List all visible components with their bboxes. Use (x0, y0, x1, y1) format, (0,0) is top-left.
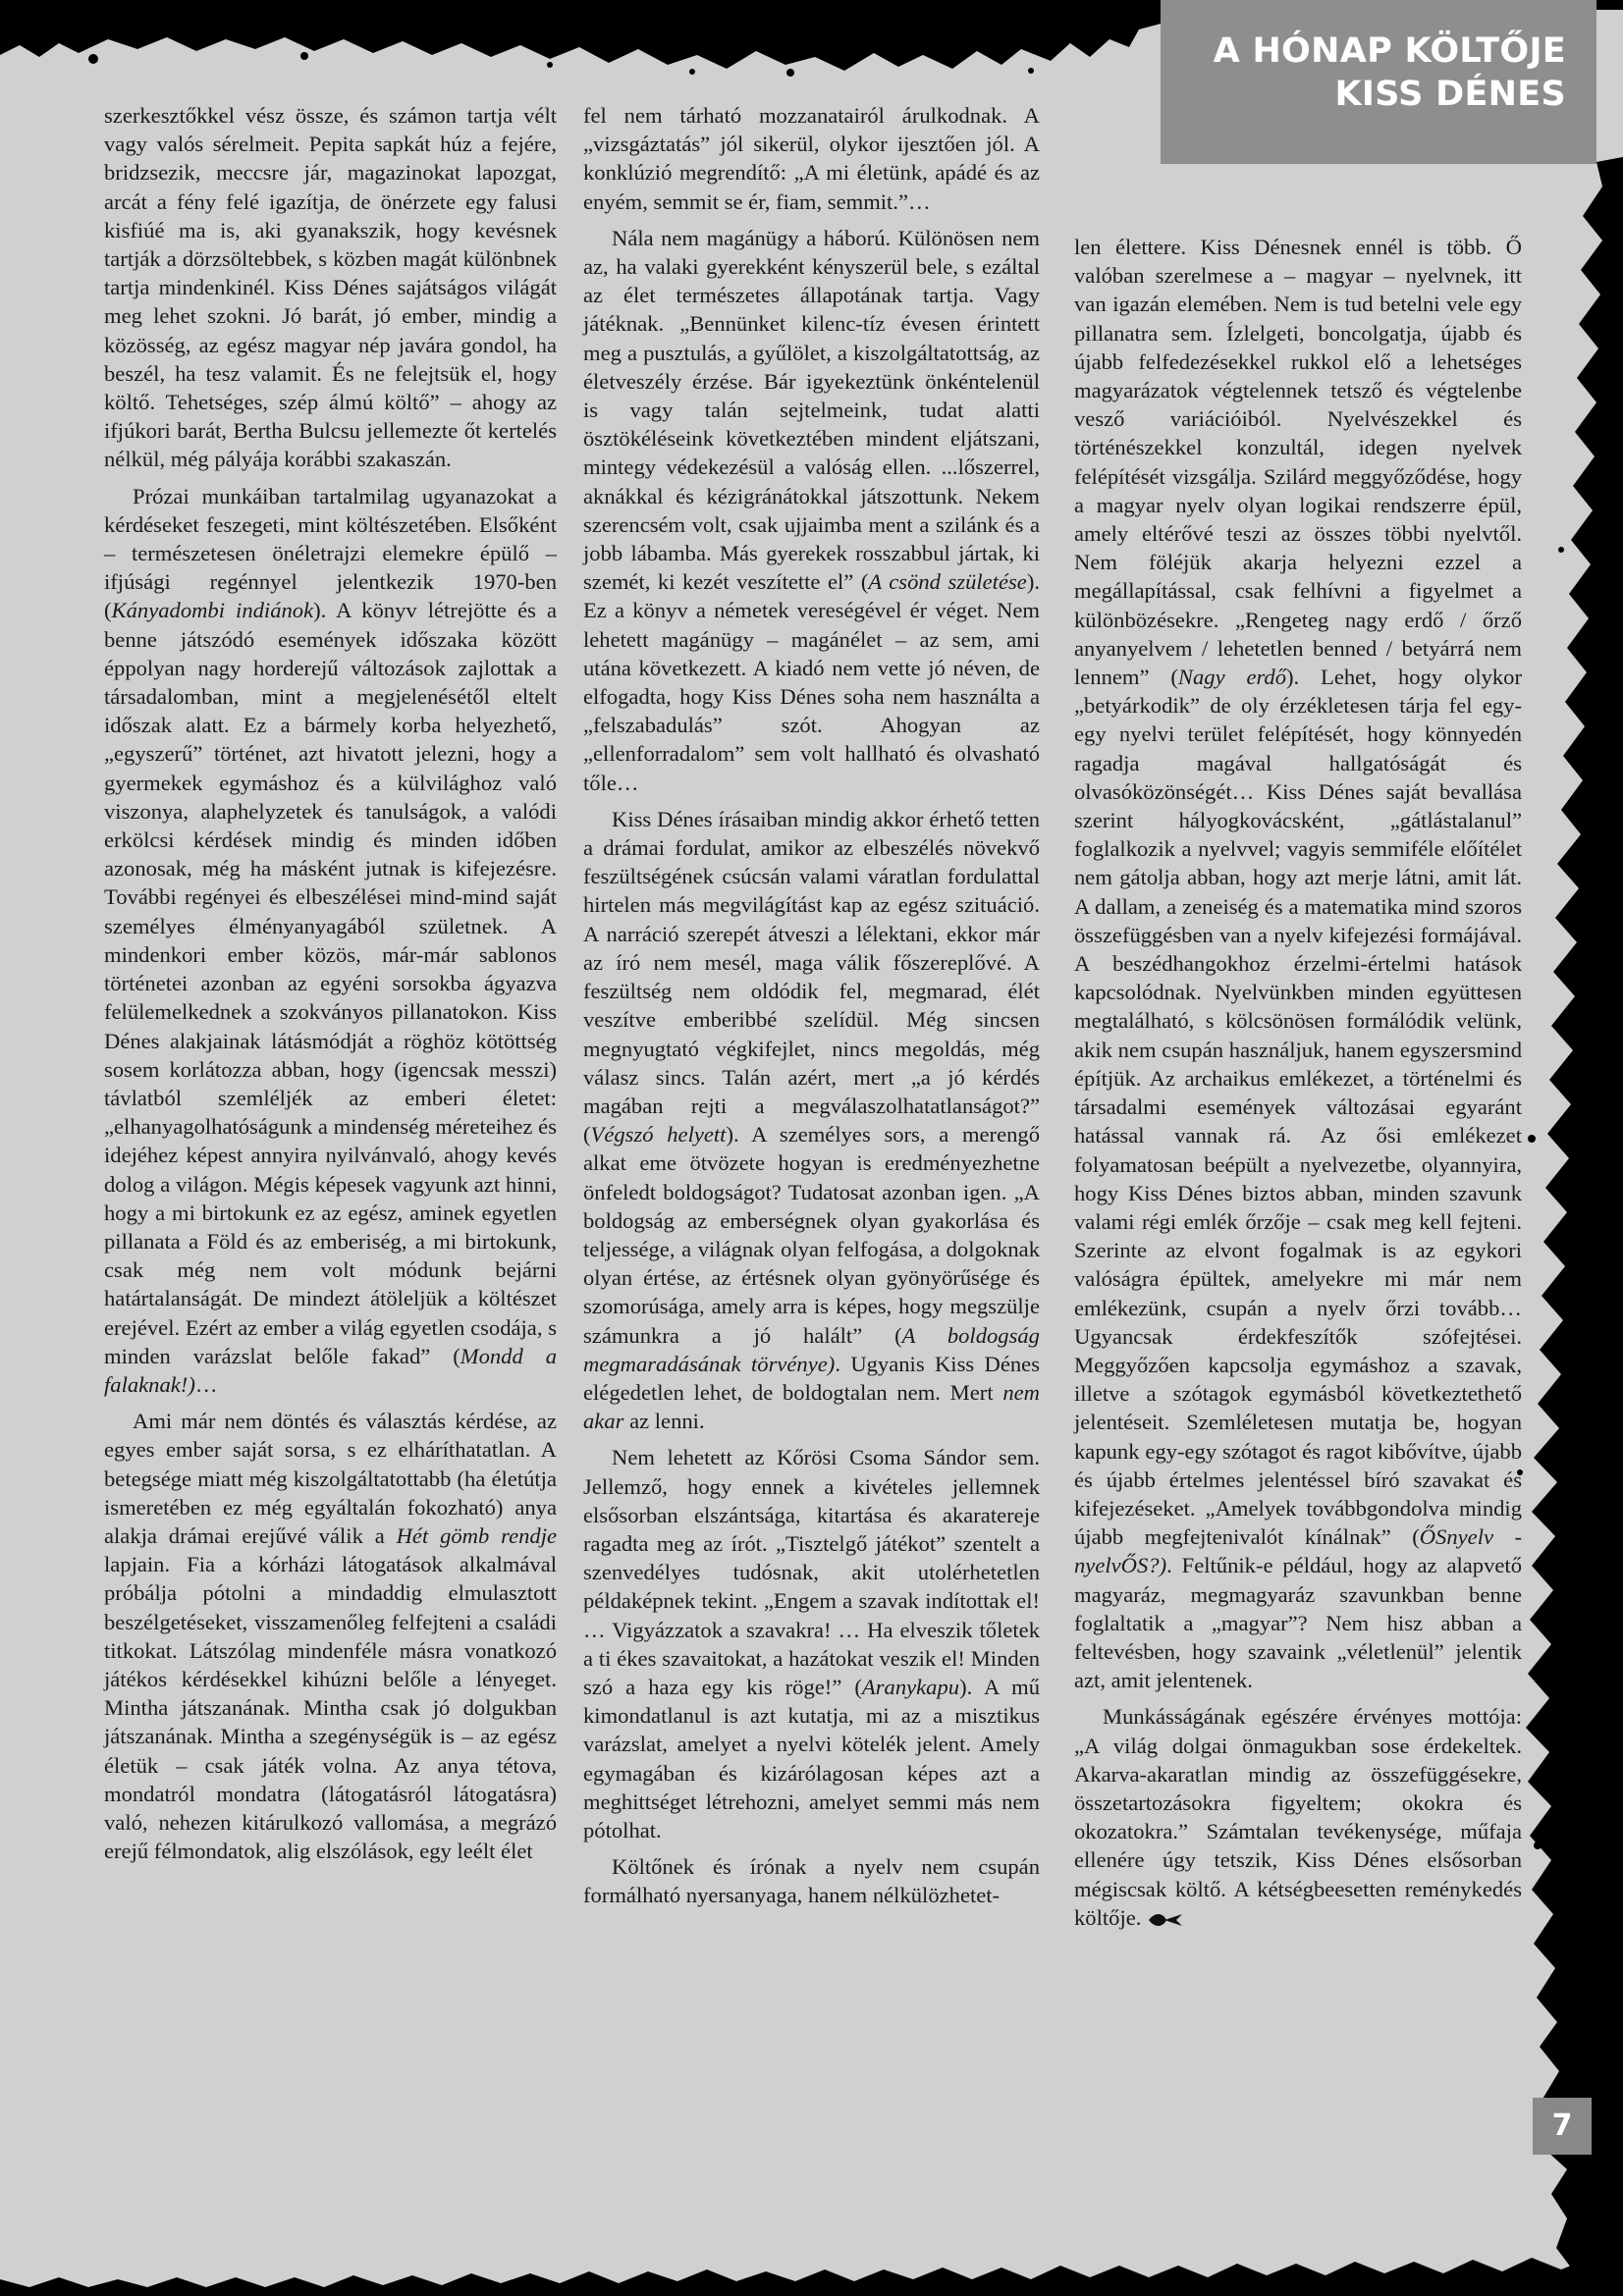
book-title: Kányadombi indiánok (111, 598, 314, 623)
text-column-1 (104, 101, 557, 1865)
book-title: Nagy erdő (1177, 665, 1287, 690)
page-number: 7 (1533, 2098, 1592, 2155)
section-title: A HÓNAP KÖLTŐJE (1213, 31, 1566, 71)
book-title: A csönd születése (868, 569, 1027, 595)
paragraph: Ami már nem döntés és választás kérdése, az egyes ember saját sorsa, s ez elháríthatatlan. A betegsége miatt még kiszolgáltatottabb (ha életútja ismeretében ez még egyáltalán fokozható) anya alakja drámai erejűvé válik a Hét gömb rendje lapjain. Fia a kórházi látogatások alkalmával próbálja pótolni a mindaddig elmulasztott beszélgetéseket, visszamenőleg felfejteni a családi titkokat. Látszólag mindenféle másra vonatkozó játékos kérdésekkel kihúzni belőle a lényeget. Mintha játszanának. Mintha csak jó dolgukban játszanának. Mintha a szegénységük is – az egész életük – csak játék volna. Az anya tétova, mondatról mondatra (látogatásról látogatásra) való, nehezen kitárulkozó vallomása, a megrázó erejű félmondatok, alig elszólások, egy leélt élet (104, 1409, 557, 1864)
book-title: Mondd a falaknak!) (104, 1343, 557, 1397)
book-title: Végszó helyett (590, 1122, 727, 1148)
paragraph: Nála nem magánügy a háború. Különösen nem az, ha valaki gyerekként kényszerül bele, s ezáltal az élet természetes állapotának tartja. Vagy játéknak. „Bennünket kilenc-tíz évesen érintett meg a pusztulás, a gyűlölet, a kiszolgáltatottság, az életveszély érzése. Bár igyekeztünk önkéntelenül is vagy talán sejtelmeink, tudat alatti ösztökéléseink következtében mindent eljátszani, mintegy védekezésül a valóság ellen. ...lőszerrel, aknákkal és kézigránátokkal játszottunk. Nekem szerencsém volt, csak ujjaimba ment a szilánk és a jobb lábamba. Más gyerekek rosszabbul jártak, ki szemét, ki kezét veszítette el” (A csönd születése). Ez a könyv a németek vereségével ér véget. Nem lehetett magánügy – magánélet – az sem, ami utána következett. A kiadó nem vette jó néven, de elfogadta, hogy Kiss Dénes soha nem használta a „felszabadulás” szót. Ahogyan az „ellenforradalom” sem volt hallható és olvasható tőle… (583, 225, 1040, 795)
paragraph: Nem lehetett az Kőrösi Csoma Sándor sem. Jellemző, hogy ennek a kivételes jellemnek elsősorban elszántsága, kitartása és akaratereje ragadta meg az írót. „Tisztelgő játékot” szentelt a szenvedélyes tudósnak, akit utolérhetetlen példaképnek tekint. „Engem a szavak indítottak el! … Vigyázzatok a szavakra! … Ha elveszik tőletek a ti ékes szavaitokat, a hazátokat veszik el! Minden szó a haza egy kis röge!” (Aranykapu). A mű kimondatlanul is azt kutatja, mi az a misztikus varázslat, amelyet a nyelvi kötelék jelent. Amely egymagában és kizárólagosan képes azt a meghittséget létrehozni, amelyet semmi más nem pótolhat. (583, 1445, 1040, 1842)
book-title: ŐSnyelv - nyelvŐS?) (1074, 1524, 1522, 1578)
poet-name: KISS DÉNES (1334, 75, 1566, 114)
book-title: A boldogság megmaradásának törvénye) (583, 1322, 1040, 1376)
text-column-3 (1074, 233, 1522, 1932)
paragraph: Munkásságának egészére érvényes mottója: „A világ dolgai önmagukban sose érdekeltek. Akarva-akaratlan mindig az összefüggésekre, összetartozásokra figyeltem; okokra és okozatokra.” Számtalan tevékenysége, műfaja ellenére úgy tetszik, Kiss Dénes elsősorban mégiscsak költő. A kétségbeesetten reménykedés költője. (1074, 1704, 1522, 1930)
paragraph: fel nem tárható mozzanatairól árulkodnak. A „vizsgáztatás” jól sikerül, olykor ijesztően jól. A konklúzió megrendítő: „A mi életünk, apádé és az enyém, semmit se ér, fiam, semmit.”… (583, 103, 1040, 214)
emphasis: nem akar (583, 1379, 1040, 1434)
paragraph: szerkesztőkkel vész össze, és számon tartja vélt vagy valós sérelmeit. Pepita sapkát húz a fejére, bridzsezik, meccsre jár, magazinokat lapozgat, arcát a fény felé igazítja, de önérzete egy falusi kisfiúé ma is, aki gyanakszik, hogy kevésnek tartják a dörzsöltebbek, s közben magát különbnek tartja mindenkinél. Kiss Dénes sajátságos világát meg lehet szokni. Jó barát, jó ember, mindig a közösség, az egész magyar nép javára gondol, ha beszél, ha tesz valamit. És ne felejtsük el, hogy költő. Tehetséges, szép álmú költő” – ahogy az ifjúkori barát, Bertha Bulcsu jellemezte őt kertelés nélkül, még pályája korábbi szakaszán. (104, 103, 557, 472)
end-of-article-mark-icon (1147, 1910, 1184, 1930)
text-column-2 (583, 101, 1040, 1910)
paragraph: Prózai munkáiban tartalmilag ugyanazokat a kérdéseket feszegeti, mint költészetében. Elsőként – természetesen önéletrajzi elemekre épülő – ifjúsági regénnyel jelentkezik 1970-ben (Kányadombi indiánok). A könyv létrejötte és a benne játszódó események időszaka között éppolyan nagy horderejű változások zajlottak a társadalomban, mint a megjelenésétől eltelt időszak alatt. Ez a bármely korba helyezhető, „egyszerű” történet, azt hivatott jelezni, hogy a gyermekek egymáshoz és a külvilághoz való viszonya, alaphelyzetek és tanulságok, a valódi erkölcsi kérdések mindig és minden időben azonosak, még ha másként jutnak is kifejezésre. További regényei és elbeszélései mind-mind saját személyes élményanyagából születnek. A mindenkori ember közös, már-már sablonos történetei azonban az egyéni sorsokba ágyazva felülemelkednek a szokványos pillanatokon. Kiss Dénes alakjainak látásmódját a röghöz kötöttség sosem korlátozza abban, hogy (igencsak messzi) távlatból szemléljék az emberi életet: „elhanyagolhatóságunk a mindenség méreteihez és idejéhez képest annyira nyilvánvaló, ahogy kevés dolog a világon. Mégis képesek vagyunk azt hinni, hogy a mi birtokunk ez az egész, aminek egyetlen pillanata a Föld és az emberiség, a mi birtokunk, csak még nem volt módunk bejárni határtalanságát. De mindezt átöleljük a költészet erejével. Ezért az ember a világ egyetlen csodája, s minden varázslat belőle fakad” (Mondd a falaknak!)… (104, 483, 557, 1397)
book-title: Hét gömb rendje (396, 1522, 557, 1548)
paragraph: Költőnek és írónak a nyelv nem csupán formálható nyersanyaga, hanem nélkülözhetet- (583, 1854, 1040, 1908)
paragraph: len élettere. Kiss Dénesnek ennél is több. Ő valóban szerelmese a – magyar – nyelvnek, itt van igazán elemében. Nem is tud betelni vele egy pillanatra sem. Ízlelgeti, boncolgatja, újabb és újabb felfedezésekkel rukkol elő a lehetséges magyarázatok végtelennek tetsző és végtelenbe vesző variációiból. Nyelvészekkel és történészekkel konzultál, idegen nyelvek felépítését vizsgálja. Szilárd meggyőződése, hogy a magyar nyelv olyan logikai rendszerre épül, amely eltérővé teszi az összes többi nyelvtől. Nem föléjük akarja helyezni ezzel a megállapítással, csak felhívni a figyelmet a különbözésekre. „Rengeteg nagy erdő / őrző anyanyelvem / lehetetlen benned / betyárrá nem lennem” (Nagy erdő). Lehet, hogy olykor „betyárkodik” de oly érzékletesen tárja fel egy-egy nyelvi terület felépítését, hogy könnyedén ragadja magával hallgatóságát és olvasóközönségét… Kiss Dénes saját bevallása szerint hályogkovácsként, „gátlástalanul” foglalkozik a nyelvvel; vagyis semmiféle előítélet nem gátolja abban, hogy azt merje látni, amit lát. A dallam, a zeneiség és a matematika mind szoros összefüggésben van a nyelv kifejezési formájával. A beszédhangokhoz érzelmi-értelmi hatások kapcsolódnak. Nyelvünkben minden együttesen megtalálható, s kölcsönösen formálódik velünk, akik nem csupán használjuk, hanem egyszersmind építjük. Az archaikus emlékezet, a történelmi és társadalmi események változásai egyaránt hatással vannak rá. Az ősi emlékezet folyamatosan beépült a nyelvezetbe, olyannyira, hogy Kiss Dénes biztos abban, minden szavunk valami régi emlék őrzője – csak meg kell fejteni. Szerinte az elvont fogalmak is az egykori valóságra épültek, amelyekre mi már nem emlékezünk, csupán a nyelv őrzi tovább… Ugyancsak érdekfeszítők szófejtései. Meggyőzően kapcsolja egymáshoz a szavak, illetve a szótagok egymásból következtethető jelentéseit. Szemléletesen mutatja be, hogyan kapunk egy-egy szótagot és ragot kibővítve, újabb és újabb értelmes jelentéssel bíró szavakat és kifejezéseket. „Amelyek továbbgondolva mindig újabb megfejtenivalót kínálnak” (ŐSnyelv - nyelvŐS?). Feltűnik-e például, hogy az alapvető magyaráz, megmagyaráz szavunkban benne foglaltatik a „magyar”? Nem hisz abban a feltevésben, hogy szavaink „véletlenül” jelentik azt, amit jelentenek. (1074, 235, 1523, 1693)
paragraph: Kiss Dénes írásaiban mindig akkor érhető tetten a drámai fordulat, amikor az elbeszélés növekvő feszültségének csúcsán valami váratlan fordulattal hirtelen más megvilágítást kap az egész szituáció. A narráció szerepét átveszi a lélektani, ekkor már az író nem mesél, maga válik főszereplővé. A feszültség nem oldódik fel, megmarad, élét veszítve emberibbé szelídül. Még sincsen megnyugtató végkifejlet, nincs megoldás, még válasz sincs. Talán azért, mert „a jó kérdés magában rejti a megválaszolhatatlanságot?” (Végszó helyett). A személyes sors, a merengő alkat eme ötvözete hogyan is eredményezhetne önfeledt boldogságot? Tudatosat azonban igen. „A boldogság az emberségnek olyan gyakorlása és teljessége, a világnak olyan felfogása, a dolgoknak olyan értése, az értésnek olyan gyönyörűsége és szomorúsága, amely arra is képes, hogy megszülje számunkra a jó halált” (A boldogság megmaradásának törvénye). Ugyanis Kiss Dénes elégedetlen lehet, de boldogtalan nem. Mert nem akar az lenni. (583, 806, 1040, 1434)
book-title: Aranykapu (861, 1674, 960, 1699)
